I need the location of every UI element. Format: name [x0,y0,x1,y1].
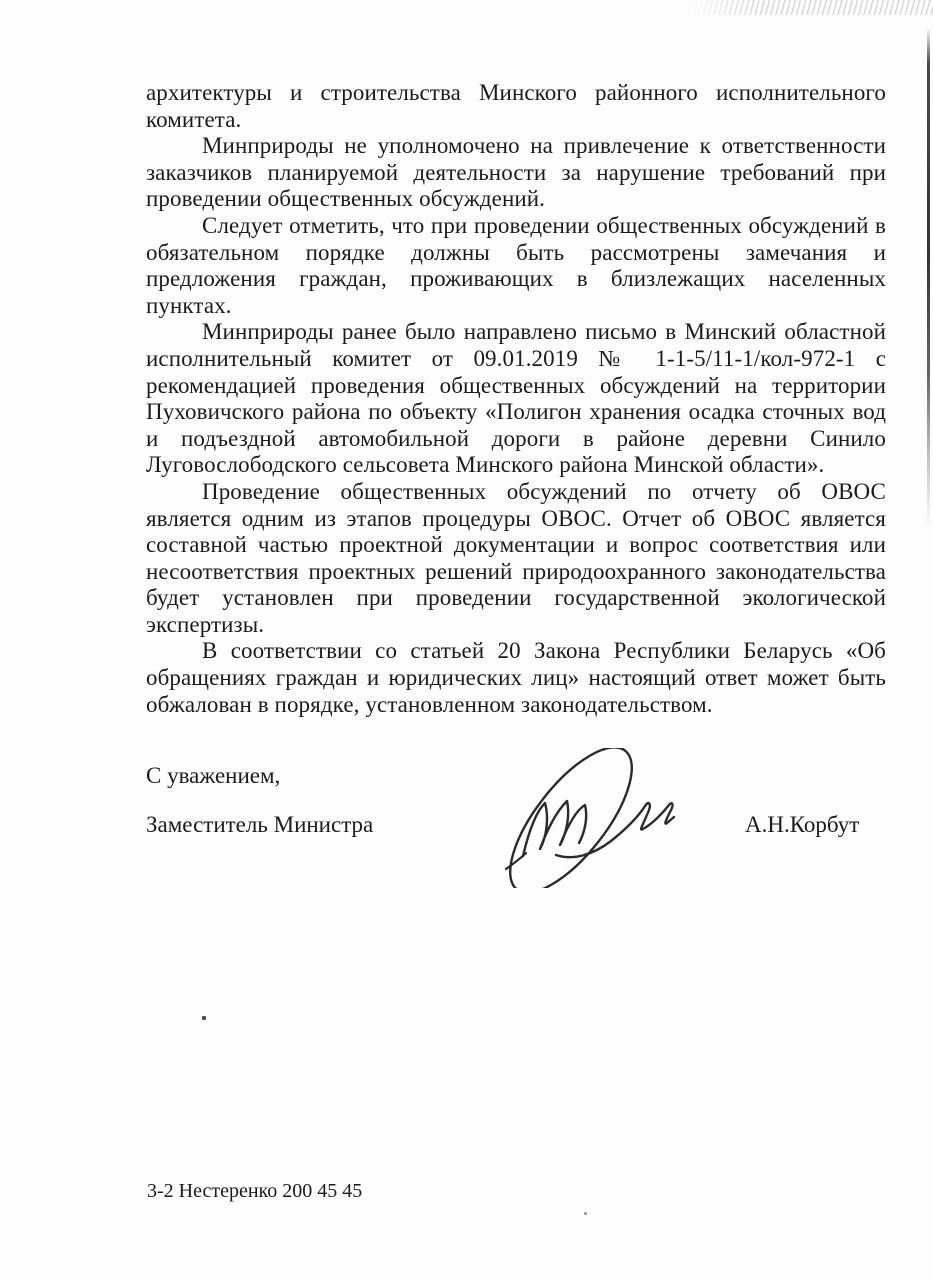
scan-artifact-speck [202,1016,206,1020]
letter-paragraph: архитектуры и строительства Минского районного исполнительного комитета. [146,80,886,132]
signature-image [468,748,703,888]
scan-artifact-top-hatch [686,0,933,15]
salutation: С уважением, [146,763,281,788]
letter-body [146,80,886,718]
letter-paragraph: Минприроды ранее было направлено письмо в Минский областной исполнительный комитет от 09.01.2019 № 1-1-5/11-1/кол-972-1 с рекомендацией проведения общественных обсуждений на территории Пуховичского района по объекту «Полигон хранения осадка сточных вод и подъездной автомобильной дороги в районе деревни Синило Луговослободского сельсовета Минского района Минской области». [146,319,886,478]
scan-artifact-speck [584,1212,587,1215]
letter-paragraph: Следует отметить, что при проведении общественных обсуждений в обязательном порядке должны быть рассмотрены замечания и предложения граждан, проживающих в близлежащих населенных пунктах. [146,212,886,318]
letter-paragraph: В соответствии со статьей 20 Закона Республики Беларусь «Об обращениях граждан и юридических лиц» настоящий ответ может быть обжалован в порядке, установленном законодательством. [146,638,886,717]
signature-ink-icon [468,748,703,888]
signer-title: Заместитель Министра [146,812,374,837]
footer-reference-note: 3-2 Нестеренко 200 45 45 [147,1180,363,1202]
letter-paragraph: Минприроды не уполномочено на привлечение к ответственности заказчиков планируемой деятельности за нарушение требований при проведении общественных обсуждений. [146,133,886,212]
scan-artifact-right-edge-line [927,28,930,528]
signer-name: А.Н.Корбут [745,812,860,837]
letter-paragraph: Проведение общественных обсуждений по отчету об ОВОС является одним из этапов процедуры ОВОС. Отчет об ОВОС является составной частью проектной документации и вопрос соответствия или несоответствия проектных решений природоохранного законодательства будет установлен при проведении государственной экологической экспертизы. [146,478,886,637]
